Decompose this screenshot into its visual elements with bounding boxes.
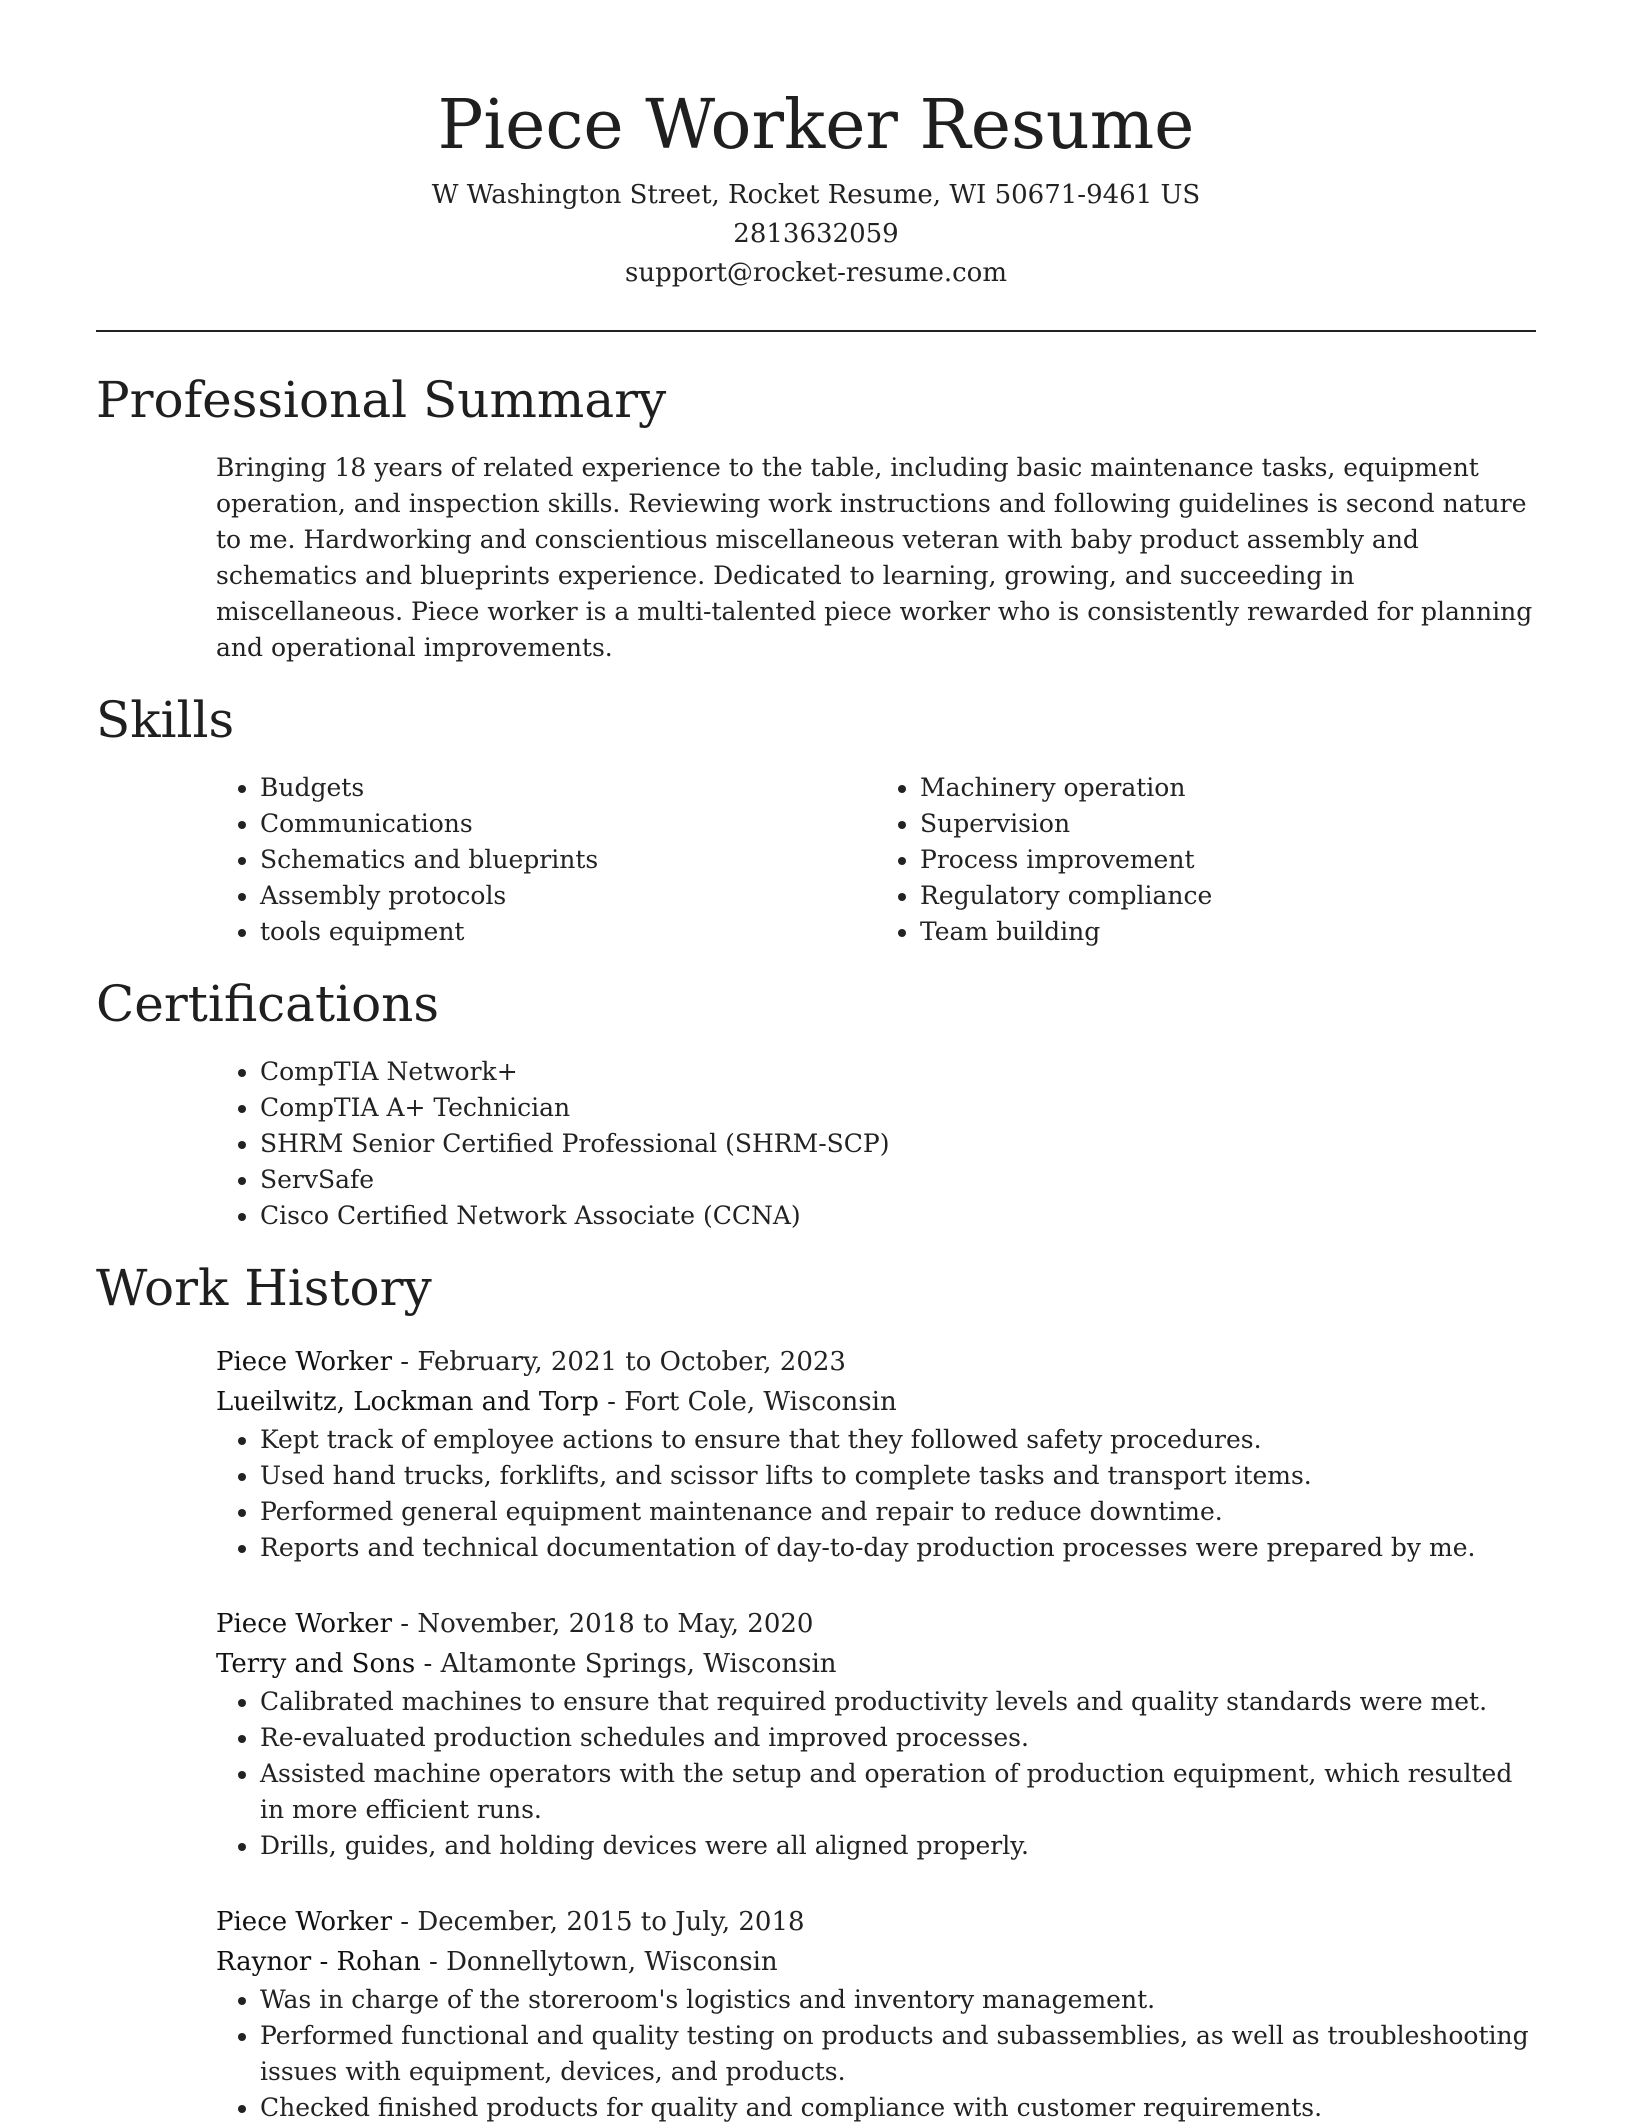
list-item: • Supervision	[920, 806, 1536, 842]
skills-section	[96, 690, 1536, 950]
job-location: Donnellytown, Wisconsin	[446, 1947, 778, 1977]
list-item: • Process improvement	[920, 842, 1536, 878]
section-heading-summary: Professional Summary	[96, 371, 667, 429]
list-item: • Drills, guides, and holding devices were all aligned properly.	[260, 1828, 1536, 1864]
job-bullet-list	[96, 1684, 1536, 1864]
separator: -	[392, 1347, 418, 1377]
summary-text: Bringing 18 years of related experience to the table, including basic maintenance tasks, equipment operation, and inspection skills. Reviewing work instructions and following guidelines is second nature to me. Hardworking and conscientious miscellaneous veteran with baby product assembly and schematics and blueprints experience. Dedicated to learning, growing, and succeeding in miscellaneous. Piece worker is a multi-talented piece worker who is consistently rewarded for planning and operational improvements.	[216, 453, 1533, 662]
job-company-line	[216, 1644, 1536, 1684]
separator: -	[392, 1907, 418, 1937]
list-item: • Was in charge of the storeroom's logistics and inventory management.	[260, 1982, 1536, 2018]
email-text: support@rocket-resume.com	[624, 258, 1007, 288]
skills-list-left	[96, 770, 876, 950]
resume-page	[96, 0, 1536, 2126]
job-entry	[96, 1902, 1536, 2126]
list-item: • Budgets	[260, 770, 876, 806]
jobs-container	[96, 1342, 1536, 2126]
job-dates: December, 2015 to July, 2018	[417, 1907, 805, 1937]
job-entry	[96, 1342, 1536, 1566]
job-company: Terry and Sons	[216, 1649, 416, 1679]
job-company-line	[216, 1942, 1536, 1982]
job-company: Lueilwitz, Lockman and Torp	[216, 1387, 599, 1417]
list-item: • Machinery operation	[920, 770, 1536, 806]
list-item: • Reports and technical documentation of day-to-day production processes were prepared by me.	[260, 1530, 1536, 1566]
job-title-line	[216, 1604, 1536, 1644]
job-location: Altamonte Springs, Wisconsin	[440, 1649, 837, 1679]
job-dates: November, 2018 to May, 2020	[417, 1609, 814, 1639]
job-company-line	[216, 1382, 1536, 1422]
separator: -	[598, 1387, 625, 1417]
page-title: Piece Worker Resume	[437, 86, 1195, 165]
job-bullet-list	[96, 1982, 1536, 2126]
job-location: Fort Cole, Wisconsin	[624, 1387, 897, 1417]
list-item: • Performed general equipment maintenance and repair to reduce downtime.	[260, 1494, 1536, 1530]
summary-section	[96, 370, 1536, 666]
job-company: Raynor - Rohan	[216, 1947, 421, 1977]
phone-text: 2813632059	[733, 219, 899, 249]
list-item: • ServSafe	[260, 1162, 1536, 1198]
certifications-section	[96, 974, 1536, 1234]
address-text: W Washington Street, Rocket Resume, WI 50671-9461 US	[431, 180, 1201, 210]
list-item: • Performed functional and quality testing on products and subassemblies, as well as troubleshooting issues with equipment, devices, and products.	[260, 2018, 1536, 2090]
section-heading-skills: Skills	[96, 691, 235, 749]
list-item: • tools equipment	[260, 914, 876, 950]
job-title: Piece Worker	[216, 1347, 393, 1377]
list-item: • Re-evaluated production schedules and improved processes.	[260, 1720, 1536, 1756]
list-item: • Communications	[260, 806, 876, 842]
separator: -	[392, 1609, 418, 1639]
skills-columns	[96, 770, 1536, 950]
certifications-list	[96, 1054, 1536, 1234]
section-heading-certifications: Certifications	[96, 975, 440, 1033]
separator: -	[415, 1649, 441, 1679]
list-item: • Kept track of employee actions to ensure that they followed safety procedures.	[260, 1422, 1536, 1458]
list-item: • Regulatory compliance	[920, 878, 1536, 914]
job-bullet-list	[96, 1422, 1536, 1566]
header-divider	[96, 330, 1536, 332]
list-item: • Checked finished products for quality and compliance with customer requirements.	[260, 2090, 1536, 2126]
job-title-line	[216, 1902, 1536, 1942]
list-item: • Team building	[920, 914, 1536, 950]
job-entry	[96, 1604, 1536, 1864]
list-item: • Calibrated machines to ensure that required productivity levels and quality standards were met.	[260, 1684, 1536, 1720]
contact-block	[96, 176, 1536, 293]
job-title: Piece Worker	[216, 1907, 393, 1937]
skills-list-right	[876, 770, 1536, 950]
job-title-line	[216, 1342, 1536, 1382]
list-item: • Assembly protocols	[260, 878, 876, 914]
list-item: • CompTIA Network+	[260, 1054, 1536, 1090]
section-heading-work: Work History	[96, 1259, 432, 1317]
list-item: • SHRM Senior Certified Professional (SHRM-SCP)	[260, 1126, 1536, 1162]
list-item: • Cisco Certified Network Associate (CCNA)	[260, 1198, 1536, 1234]
job-dates: February, 2021 to October, 2023	[417, 1347, 846, 1377]
separator: -	[420, 1947, 447, 1977]
job-title: Piece Worker	[216, 1609, 393, 1639]
list-item: • CompTIA A+ Technician	[260, 1090, 1536, 1126]
work-section	[96, 1258, 1536, 2126]
list-item: • Schematics and blueprints	[260, 842, 876, 878]
list-item: • Assisted machine operators with the setup and operation of production equipment, which resulted in more efficient runs.	[260, 1756, 1536, 1828]
list-item: • Used hand trucks, forklifts, and scissor lifts to complete tasks and transport items.	[260, 1458, 1536, 1494]
